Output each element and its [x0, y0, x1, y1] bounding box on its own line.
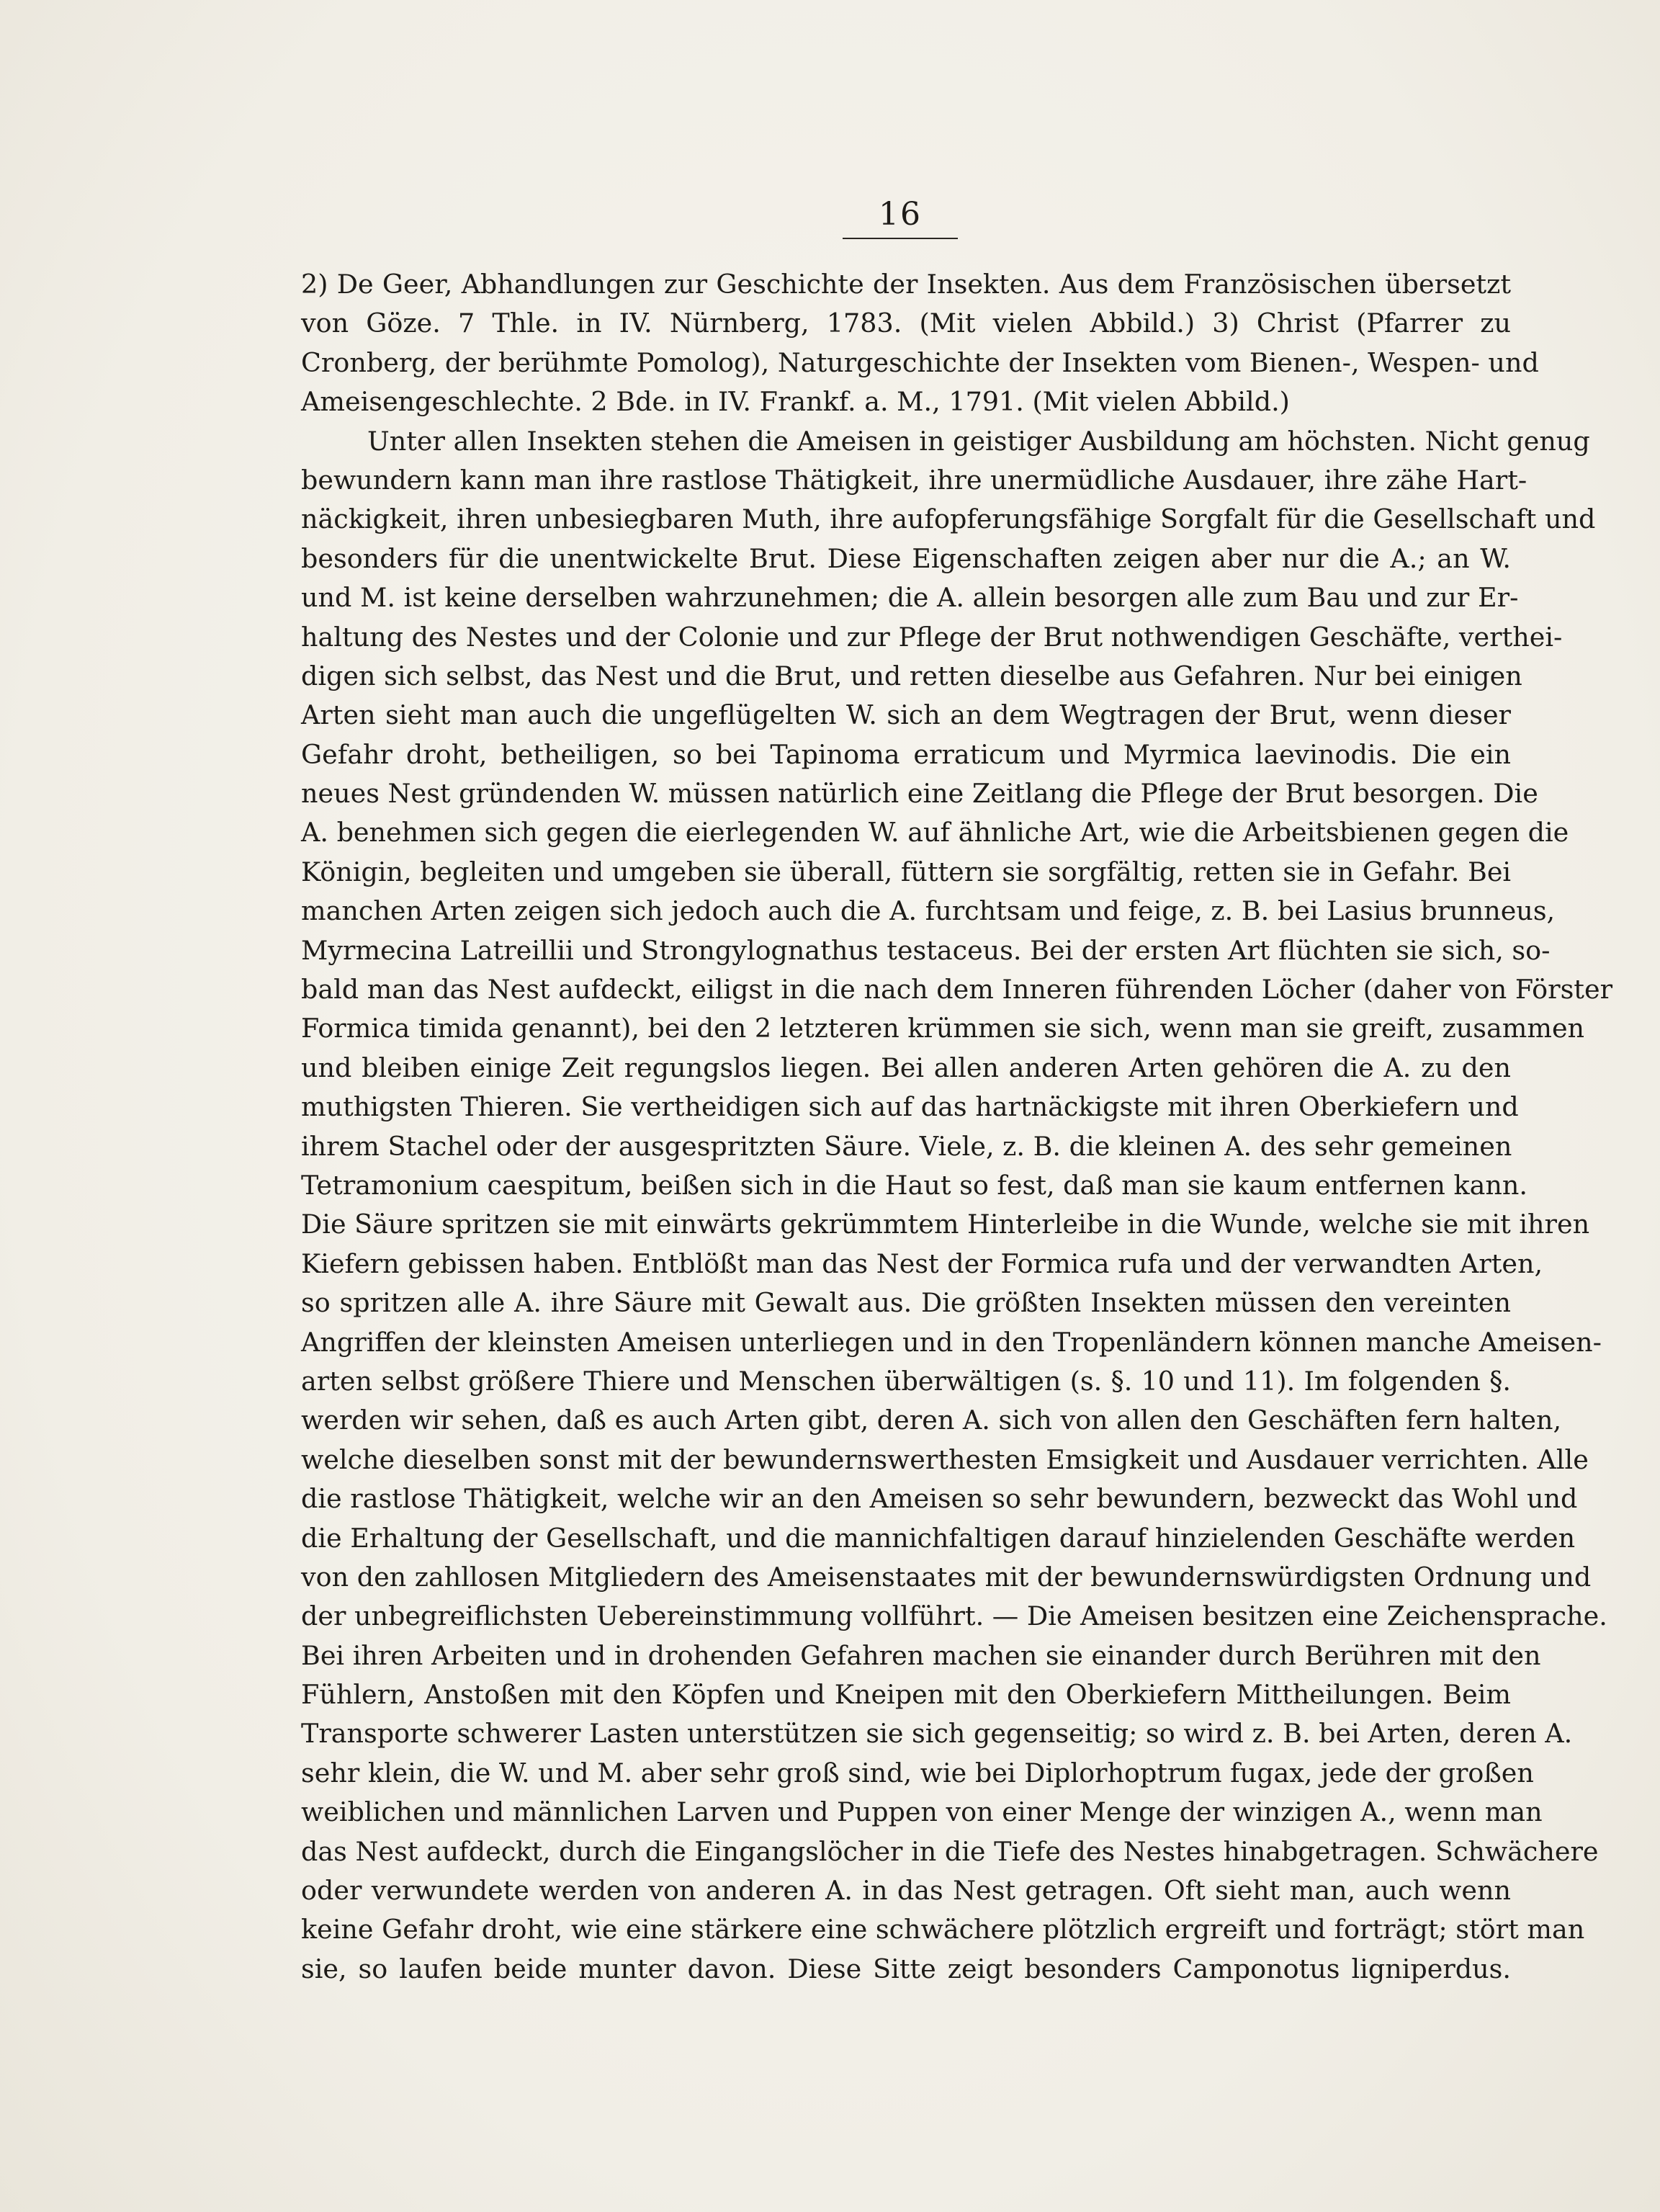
text-line: bewundern kann man ihre rastlose Thätigkeit, ihre unermüdliche Ausdauer, ihre zähe Hart-	[301, 464, 1527, 496]
text-line: besonders für die unentwickelte Brut. Diese Eigenschaften zeigen aber nur die A.; an W.	[301, 542, 1511, 574]
text-line: Arten sieht man auch die ungeflügelten W. sich an dem Wegtragen der Brut, wenn dieser	[301, 699, 1511, 731]
text-line: sehr klein, die W. und M. aber sehr groß sind, wie bei Diplorhoptrum fugax, jede der großen	[301, 1757, 1534, 1788]
text-line: keine Gefahr droht, wie eine stärkere eine schwächere plötzlich ergreift und forträgt; stört man	[301, 1914, 1585, 1945]
page-number: 16	[879, 196, 922, 233]
text-line: und M. ist keine derselben wahrzunehmen; die A. allein besorgen alle zum Bau und zur Er-	[301, 582, 1519, 614]
text-line: näckigkeit, ihren unbesiegbaren Muth, ihre aufopferungsfähige Sorgfalt für die Gesellschaft und	[301, 503, 1596, 535]
text-line: Fühlern, Anstoßen mit den Köpfen und Kneipen mit den Oberkiefern Mittheilungen. Beim	[301, 1679, 1511, 1711]
text-line: ihrem Stachel oder der ausgespritzten Säure. Viele, z. B. die kleinen A. des sehr gemeinen	[301, 1130, 1512, 1162]
text-line: Bei ihren Arbeiten und in drohenden Gefahren machen sie einander durch Berühren mit den	[301, 1639, 1541, 1671]
text-line: von den zahllosen Mitgliedern des Ameisenstaates mit der bewundernswürdigsten Ordnung und	[301, 1561, 1592, 1593]
text-line: 2) De Geer, Abhandlungen zur Geschichte der Insekten. Aus dem Französischen übersetzt	[301, 269, 1511, 300]
text-line: Angriffen der kleinsten Ameisen unterliegen und in den Tropenländern können manche Ameisen-	[301, 1326, 1602, 1358]
text-line: haltung des Nestes und der Colonie und zur Pflege der Brut nothwendigen Geschäfte, verthei-	[301, 621, 1563, 653]
text-line: Königin, begleiten und umgeben sie überall, füttern sie sorgfältig, retten sie in Gefahr. Bei	[301, 856, 1512, 887]
text-line: oder verwundete werden von anderen A. in das Nest getragen. Oft sieht man, auch wenn	[301, 1875, 1511, 1907]
text-line: die Erhaltung der Gesellschaft, und die mannichfaltigen darauf hinzielenden Geschäfte werden	[301, 1522, 1576, 1554]
text-line: sie, so laufen beide munter davon. Diese Sitte zeigt besonders Camponotus ligniperdus.	[301, 1953, 1511, 1984]
text-line: A. benehmen sich gegen die eierlegenden W. auf ähnliche Art, wie die Arbeitsbienen gegen die	[301, 817, 1569, 848]
text-line: Cronberg, der berühmte Pomolog), Naturgeschichte der Insekten vom Bienen-, Wespen- und	[301, 346, 1539, 378]
text-line: Gefahr droht, betheiligen, so bei Tapinoma erraticum und Myrmica laevinodis. Die ein	[301, 738, 1511, 770]
text-line: die rastlose Thätigkeit, welche wir an den Ameisen so sehr bewundern, bezweckt das Wohl und	[301, 1483, 1578, 1515]
text-line: das Nest aufdeckt, durch die Eingangslöcher in die Tiefe des Nestes hinabgetragen. Schwächere	[301, 1835, 1599, 1867]
body-text	[301, 265, 1613, 2028]
text-line: der unbegreiflichsten Uebereinstimmung vollführt. — Die Ameisen besitzen eine Zeichensprache.	[301, 1600, 1607, 1632]
text-line	[301, 1989, 1511, 2028]
text-line: arten selbst größere Thiere und Menschen überwältigen (s. §. 10 und 11). Im folgenden §.	[301, 1365, 1511, 1397]
text-line: welche dieselben sonst mit der bewundernswerthesten Emsigkeit und Ausdauer verrichten. Alle	[301, 1443, 1589, 1475]
text-line: weiblichen und männlichen Larven und Puppen von einer Menge der winzigen A., wenn man	[301, 1796, 1543, 1828]
text-line: muthigsten Thieren. Sie vertheidigen sich auf das hartnäckigste mit ihren Oberkiefern und	[301, 1091, 1519, 1123]
text-line: Kiefern gebissen haben. Entblößt man das Nest der Formica rufa und der verwandten Arten,	[301, 1248, 1543, 1279]
text-line: Unter allen Insekten stehen die Ameisen in geistiger Ausbildung am höchsten. Nicht genug	[367, 425, 1590, 457]
text-line: Transporte schwerer Lasten unterstützen sie sich gegenseitig; so wird z. B. bei Arten, deren A.	[301, 1718, 1573, 1750]
text-line: Ameisengeschlechte. 2 Bde. in IV. Frankf. a. M., 1791. (Mit vielen Abbild.)	[301, 386, 1290, 418]
text-line: so spritzen alle A. ihre Säure mit Gewalt aus. Die größten Insekten müssen den vereinten	[301, 1287, 1511, 1319]
page-number-rule	[843, 238, 958, 239]
text-line: Formica timida genannt), bei den 2 letzteren krümmen sie sich, wenn man sie greift, zusammen	[301, 1013, 1585, 1044]
text-line: Tetramonium caespitum, beißen sich in die Haut so fest, daß man sie kaum entfernen kann.	[301, 1169, 1527, 1201]
text-line: digen sich selbst, das Nest und die Brut, und retten dieselbe aus Gefahren. Nur bei einigen	[301, 660, 1522, 691]
text-line: neues Nest gründenden W. müssen natürlich eine Zeitlang die Pflege der Brut besorgen. Die	[301, 778, 1538, 810]
text-line: von Göze. 7 Thle. in IV. Nürnberg, 1783. (Mit vielen Abbild.) 3) Christ (Pfarrer zu	[301, 308, 1511, 339]
text-line: werden wir sehen, daß es auch Arten gibt, deren A. sich von allen den Geschäften fern halten,	[301, 1405, 1562, 1436]
text-line: manchen Arten zeigen sich jedoch auch die A. furchtsam und feige, z. B. bei Lasius brunneus,	[301, 895, 1556, 927]
text-line: und bleiben einige Zeit regungslos liegen. Bei allen anderen Arten gehören die A. zu den	[301, 1052, 1511, 1083]
text-line: bald man das Nest aufdeckt, eiligst in die nach dem Inneren führenden Löcher (daher von Förster	[301, 974, 1613, 1006]
text-line: Die Säure spritzen sie mit einwärts gekrümmtem Hinterleibe in die Wunde, welche sie mit ihren	[301, 1209, 1590, 1240]
text-line: Myrmecina Latreillii und Strongylognathus testaceus. Bei der ersten Art flüchten sie sich, so-	[301, 934, 1551, 966]
